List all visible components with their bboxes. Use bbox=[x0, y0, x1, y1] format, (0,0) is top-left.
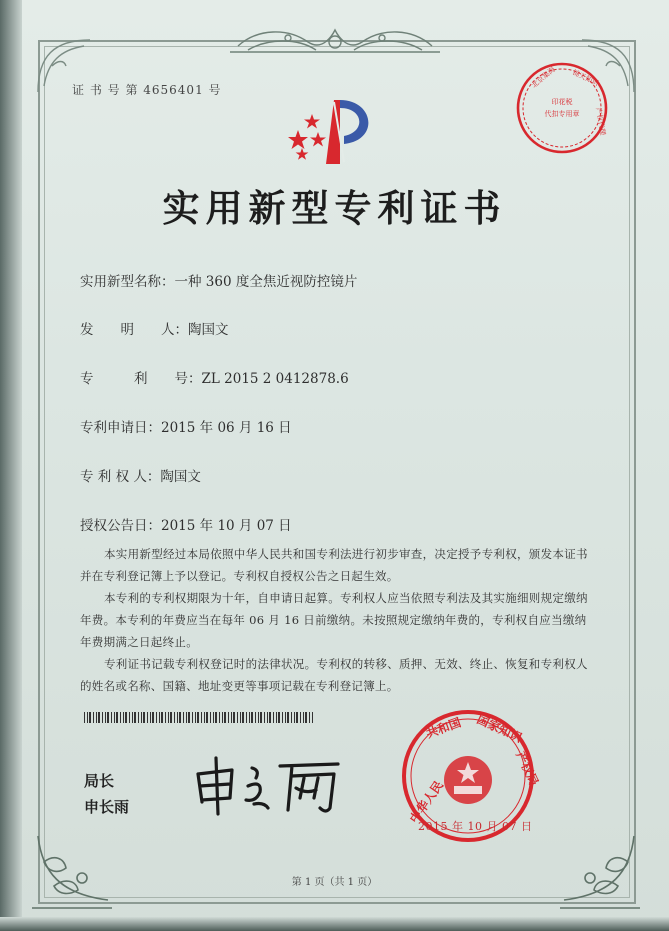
svg-text:印花税: 印花税 bbox=[551, 98, 573, 106]
field-label: 专 利 号： bbox=[80, 371, 202, 387]
field-value: 一种 360 度全焦近视防控镜片 bbox=[174, 274, 358, 290]
field-grant-date bbox=[80, 514, 292, 534]
signatory-name: 申长雨 bbox=[84, 798, 130, 816]
svg-text:中华人民: 中华人民 bbox=[406, 778, 446, 826]
svg-text:代扣专用章: 代扣专用章 bbox=[544, 110, 580, 118]
signatory-title: 局长 bbox=[84, 772, 115, 790]
page-number: 第 1 页（共 1 页） bbox=[291, 877, 378, 888]
field-patentee bbox=[80, 465, 201, 485]
field-value: 陶国文 bbox=[160, 469, 201, 485]
field-value: 2015 年 10 月 07 日 bbox=[161, 518, 292, 534]
barcode bbox=[84, 712, 314, 723]
field-value: 陶国文 bbox=[188, 322, 229, 338]
svg-text:北京集海: 北京集海 bbox=[530, 65, 557, 90]
field-inventor bbox=[80, 318, 229, 338]
field-label: 实用新型名称： bbox=[80, 274, 175, 290]
field-value: ZL 2015 2 0412878.6 bbox=[201, 371, 349, 387]
patent-office-logo-icon bbox=[282, 92, 390, 168]
seal-date: 2015 年 10 月 07 日 bbox=[418, 820, 533, 833]
svg-text:产权局: 产权局 bbox=[513, 749, 542, 788]
field-label: 授权公告日： bbox=[80, 518, 161, 534]
corner-ornament-bottom-left-icon bbox=[24, 832, 114, 912]
svg-text:产权代理: 产权代理 bbox=[594, 106, 607, 136]
field-application-date bbox=[80, 416, 292, 436]
field-label: 专 利 权 人： bbox=[80, 469, 161, 485]
field-patent-number bbox=[80, 367, 349, 387]
certificate-number: 证 书 号 第 4656401 号 bbox=[72, 83, 222, 97]
body-paragraph: 专利证书记载专利权登记时的法律状况。专利权的转移、质押、无效、终止、恢复和专利权人的姓名或名称、国籍、地址变更等事项记载在专利登记簿上。 bbox=[80, 657, 588, 693]
photo-edge-shadow-bottom bbox=[0, 917, 669, 931]
handwritten-signature bbox=[188, 752, 348, 818]
field-label: 发 明 人： bbox=[80, 322, 188, 338]
svg-text:国家知识: 国家知识 bbox=[474, 712, 525, 746]
body-text bbox=[80, 543, 590, 697]
svg-text:共和国: 共和国 bbox=[424, 715, 463, 741]
body-paragraph: 本实用新型经过本局依照中华人民共和国专利法进行初步审查，决定授予专利权，颁发本证书并在专利登记簿上予以登记。专利权自授权公告之日起生效。 bbox=[80, 547, 588, 583]
certificate-title: 实用新型专利证书 bbox=[162, 186, 507, 230]
field-utility-model-name bbox=[80, 270, 357, 290]
field-value: 2015 年 06 月 16 日 bbox=[161, 420, 292, 436]
agency-seal-stamp bbox=[512, 58, 612, 158]
svg-text:锦天知识: 锦天知识 bbox=[571, 68, 600, 88]
corner-ornament-bottom-right-icon bbox=[558, 832, 648, 912]
top-ornament-icon bbox=[228, 24, 442, 58]
photo-edge-shadow-left bbox=[0, 0, 22, 931]
body-paragraph: 本专利的专利权期限为十年，自申请日起算。专利权人应当依照专利法及其实施细则规定缴纳年费。本专利的年费应当在每年 06 月 16 日前缴纳。未按照规定缴纳年费的，专利权自应当缴纳年费期满之日起终止。 bbox=[80, 591, 588, 649]
field-label: 专利申请日： bbox=[80, 420, 161, 436]
